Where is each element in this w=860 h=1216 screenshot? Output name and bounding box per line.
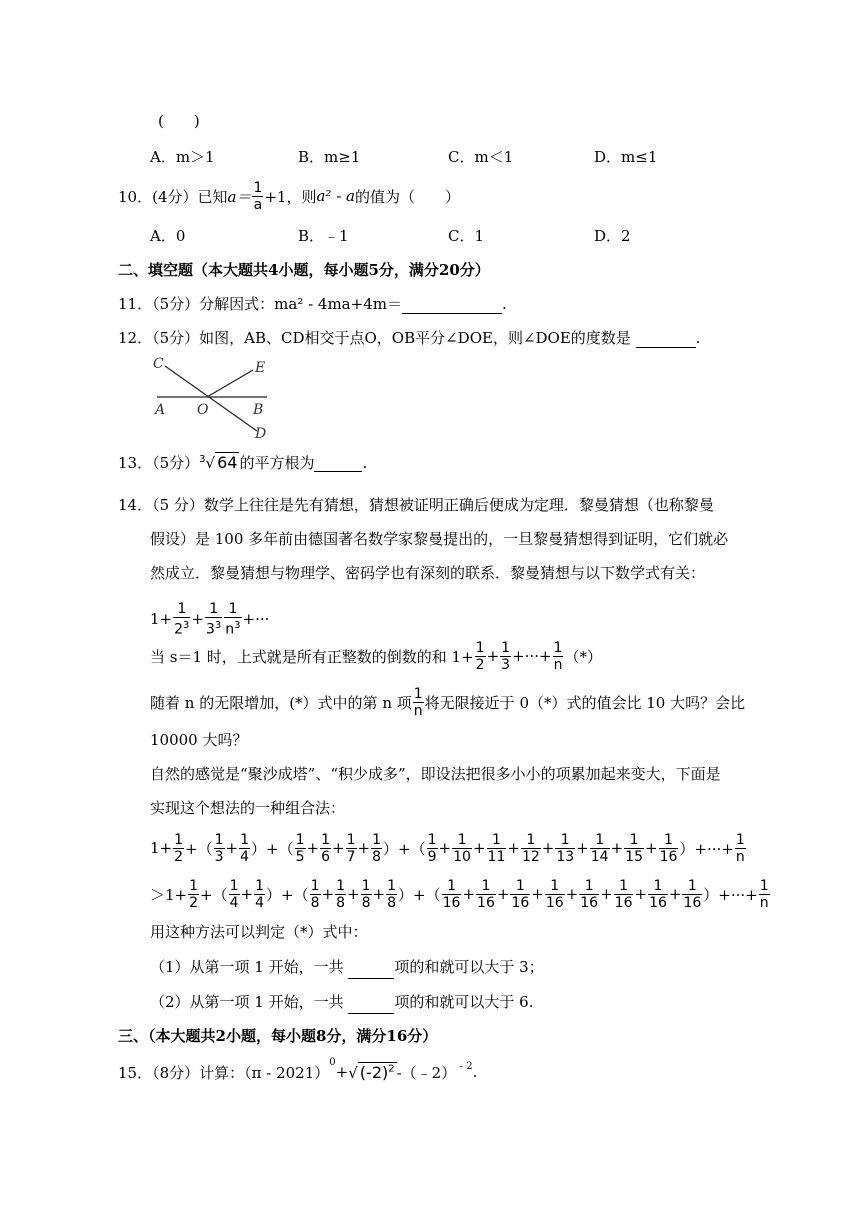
q14-p5-suffix: 将无限接近于 0（*）式的值会比 10 大吗？会比 xyxy=(424,693,746,712)
q13-root-index: 3 xyxy=(199,454,206,465)
section-3-heading: 三、（本大题共2小题，每小题8分，满分16分） xyxy=(118,1027,438,1045)
q12 xyxy=(118,327,700,348)
q9-option-c: C．m＜1 xyxy=(448,148,514,166)
q9-paren: ( ) xyxy=(158,112,200,130)
q14-p3: 然成立．黎曼猜想与物理学、密码学也有深刻的联系．黎曼猜想与以下数学式有关： xyxy=(150,564,706,582)
q15-sqrt: √ $(-2)^2$ xyxy=(348,1062,395,1082)
q14-sub1-answer-blank xyxy=(348,956,394,979)
q10-suffix: 的值为（ ） xyxy=(355,187,461,206)
q13-suffix: 的平方根为 xyxy=(239,454,315,472)
q14-p6: 10000 大吗？ xyxy=(150,731,248,749)
q14-series1-tail: +··· xyxy=(242,610,270,628)
q12-figure xyxy=(145,352,275,444)
label-c: C xyxy=(153,356,164,372)
q15-end: . xyxy=(472,1063,478,1081)
q11 xyxy=(118,293,507,314)
frac-1-2: $\frac{1}{2}$ xyxy=(475,639,485,673)
q14-p4-star: （*） xyxy=(564,647,602,666)
q14-p5-prefix: 随着 n 的无限增加，(*）式中的第 n 项 xyxy=(150,693,412,712)
q10-frac-num: 1 xyxy=(253,179,263,196)
q15 xyxy=(118,1055,477,1089)
q15-radicand: (-2) xyxy=(359,1062,389,1082)
q14-p7: 自然的感觉是“聚沙成塔”、“积少成多”，即设法把很多小小的项累加起来变大，下面是 xyxy=(150,765,721,783)
q12-end: . xyxy=(695,329,701,347)
q14-sub2-suffix: 项的和就可以大于 6. xyxy=(394,993,534,1011)
q10-fraction xyxy=(252,180,263,213)
q10-option-b: B．﹣1 xyxy=(298,227,349,245)
q11-end: . xyxy=(501,295,507,313)
q14-p9: 用这种方法可以判定（*）式中： xyxy=(150,923,368,941)
q15-rad-exp: 2 xyxy=(388,1063,395,1075)
frac-1-n-term: $\frac{1}{n}$ xyxy=(413,685,423,719)
q14-p4-tail: +···+ xyxy=(512,647,552,665)
q14-p8: 实现这个想法的一种组合法： xyxy=(150,799,346,817)
q10-stem xyxy=(118,176,460,216)
ray-oe xyxy=(207,370,253,397)
q13-cube-root: $^3$√ 64 xyxy=(199,453,238,472)
q15-exp0: 0 xyxy=(329,1057,336,1068)
q10-frac-den: a xyxy=(253,196,263,213)
q10-expr: a² - a xyxy=(316,187,355,205)
q14-sub2-answer-blank xyxy=(348,991,394,1014)
label-e: E xyxy=(255,360,266,376)
q15-neg2: ﹣2 xyxy=(456,1061,473,1072)
q10-plus1: +1，则 xyxy=(264,187,317,206)
label-a: A xyxy=(155,402,166,418)
q14-grouping-1: 1+ $\frac{1}{2}$ +（ $\frac{1}{3}$ + $\frac{1}{4}$ ）+（ $\frac{1}{5}$ + $\frac{1}{6}$ + $\frac{1}{7}$ + $\frac{1}{8}$ ）+（ $\frac{1}{9}$ + $\frac{1}{10}$ + $\frac{1}{11}$ + $\frac{1}{12}$ + $\frac{1}{13}$ + $\frac{1}{14}$ + $\frac{1}{15}$ + $\frac{1}{16}$ ）+···+ $\frac{1}{n}$ xyxy=(150,831,745,865)
frac-1-over-3-cubed: $\frac{1}{3^3}$ xyxy=(206,600,222,638)
q15-prefix: 15．（8分）计算：（π - 2021） xyxy=(118,1063,330,1082)
q9-option-d: D．m≤1 xyxy=(594,148,658,166)
q14-sub1-prefix: （1）从第一项 1 开始，一共 xyxy=(150,958,344,976)
q14-sub1-suffix: 项的和就可以大于 3； xyxy=(394,958,544,976)
frac-1-n: $\frac{1}{n}$ xyxy=(553,639,563,673)
q10-option-d: D．2 xyxy=(594,227,631,245)
q14-sub1 xyxy=(150,956,544,979)
label-b: B xyxy=(253,402,264,418)
q10-option-a: A．0 xyxy=(150,227,186,245)
q14-sub2-prefix: （2）从第一项 1 开始，一共 xyxy=(150,993,344,1011)
q14-series-1: 1+ $\frac{1}{2^3}$ + $\frac{1}{3^3}$ $\frac{1}{n^3}$ +··· xyxy=(150,600,270,638)
q11-text: 11．（5分）分解因式：ma² - 4ma+4m＝ xyxy=(118,295,402,313)
label-o: O xyxy=(197,402,209,418)
q13-radicand: 64 xyxy=(217,453,238,472)
q14-p4-prefix: 当 s＝1 时，上式就是所有正整数的倒数的和 1+ xyxy=(150,647,474,666)
q13-end: . xyxy=(362,453,368,472)
q14-p2: 假设）是 100 多年前由德国著名数学家黎曼提出的，一旦黎曼猜想得到证明，它们就必 xyxy=(150,530,729,548)
q10-a-eq: a＝ xyxy=(227,187,252,206)
frac-1-over-2-cubed: $\frac{1}{2^3}$ xyxy=(174,600,190,638)
q14-series1-start: 1+ xyxy=(150,610,173,628)
q15-plus: + xyxy=(335,1063,349,1081)
q14-p4: 当 s＝1 时，上式就是所有正整数的倒数的和 1+ $\frac{1}{2}$ + $\frac{1}{3}$ +···+ $\frac{1}{n}$ （*） xyxy=(150,639,602,673)
q11-answer-blank xyxy=(402,295,502,314)
q10-option-c: C．1 xyxy=(448,227,485,245)
q14-sub2 xyxy=(150,991,534,1014)
q13-answer-blank xyxy=(314,453,362,472)
q13-prefix: 13．（5分） xyxy=(118,454,200,472)
q14-p5 xyxy=(150,680,745,724)
label-d: D xyxy=(255,426,267,442)
section-2-heading: 二、填空题（本大题共4小题，每小题5分，满分20分） xyxy=(118,261,490,279)
q9-option-a: A．m＞1 xyxy=(150,148,215,166)
q15-minus: -（﹣2） xyxy=(396,1063,457,1082)
frac-1-over-n-cubed: $\frac{1}{n^3}$ xyxy=(225,600,241,638)
q12-text: 12．（5分）如图，AB、CD相交于点O，OB平分∠DOE，则∠DOE的度数是 xyxy=(118,329,631,347)
q12-answer-blank xyxy=(636,329,696,348)
frac-1-3: $\frac{1}{3}$ xyxy=(501,639,511,673)
q9-option-b: B．m≥1 xyxy=(298,148,361,166)
q13 xyxy=(118,452,367,473)
q10-prefix: 10．(4分）已知 xyxy=(118,187,228,206)
q14-p1: 14．（5 分）数学上往往是先有猜想，猜想被证明正确后便成为定理．黎曼猜想（也称黎曼 xyxy=(118,496,714,514)
q14-grouping-2: ＞1+ $\frac{1}{2}$ +（ $\frac{1}{4}$ + $\frac{1}{4}$ ）+（ $\frac{1}{8}$ + $\frac{1}{8}$ + $\frac{1}{8}$ + $\frac{1}{8}$ ）+（ $\frac{1}{16}$ + $\frac{1}{16}$ + $\frac{1}{16}$ + $\frac{1}{16}$ + $\frac{1}{16}$ + $\frac{1}{16}$ + $\frac{1}{16}$ + $\frac{1}{16}$ ）+···+ $\frac{1}{n}$ xyxy=(150,877,769,911)
